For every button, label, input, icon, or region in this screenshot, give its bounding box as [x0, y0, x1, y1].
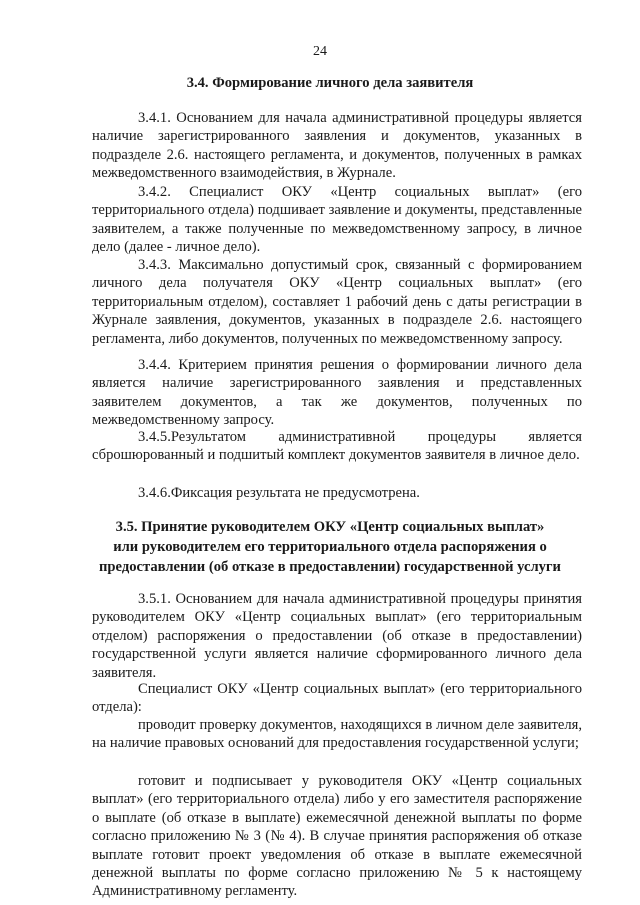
section-3-4-heading: 3.4. Формирование личного дела заявителя [186, 75, 474, 91]
paragraph-3-4-6: 3.4.6.Фиксация результата не предусмотрена. [138, 485, 420, 501]
paragraph-3-4-2: 3.4.2. Специалист ОКУ «Центр социальных выплат» (его территориального отдела) подшивает заявление и документы, представленные заявителем, а также полученные по межведомственному запросу, в личное дело (далее - личное дело). [92, 184, 582, 256]
paragraph-3-5-1: 3.5.1. Основанием для начала административной процедуры принятия руководителем ОКУ «Центр социальных выплат» (его территориальным отделом) распоряжения о предоставлении (об отказе в предоставлении) государственной услуги является наличие сформированного личного дела заявителя. [92, 591, 582, 681]
paragraph-specialist-intro: Специалист ОКУ «Центр социальных выплат» (его территориального отдела): [92, 681, 582, 716]
paragraph-3-4-4: 3.4.4. Критерием принятия решения о формировании личного дела является наличие зарегистрированного заявления и представленных заявителем документов, а так же документов, полученных по межведомственному запросу. [92, 357, 582, 429]
section-3-5-heading-line-1: 3.5. Принятие руководителем ОКУ «Центр социальных выплат» [115, 519, 545, 535]
paragraph-3-4-5: 3.4.5.Результатом административной процедуры является сброшюрованный и подшитый комплект документов заявителя в личное дело. [92, 429, 582, 464]
section-3-5-heading-line-2: или руководителем его территориального отдела распоряжения о [113, 539, 547, 555]
section-3-5-heading-line-3: предоставлении (об отказе в предоставлении) государственной услуги [99, 559, 561, 575]
paragraph-order-preparation: готовит и подписывает у руководителя ОКУ «Центр социальных выплат» (его территориального отдела) либо у его заместителя распоряжение о выплате (об отказе в выплате) ежемесячной денежной выплаты по форме согласно приложению № 3 (№ 4). В случае принятия распоряжения об отказе выплате готовит проект уведомления об отказе в выплате ежемесячной денежной выплаты по форме согласно приложению № 5 к настоящему Административному регламенту. [92, 773, 582, 900]
paragraph-3-4-3: 3.4.3. Максимально допустимый срок, связанный с формированием личного дела получателя ОКУ «Центр социальных выплат» (его территориальным отделом), составляет 1 рабочий день с даты регистрации в Журнале заявления, документов, указанных в подразделе 2.6. настоящего регламента, либо документов, полученных по межведомственному запросу. [92, 257, 582, 347]
paragraph-3-4-1: 3.4.1. Основанием для начала административной процедуры является наличие зарегистрированного заявления и документов, указанных в подразделе 2.6. настоящего регламента, и документов, полученных в рамках межведомственного взаимодействия, в Журнале. [92, 110, 582, 182]
paragraph-document-check: проводит проверку документов, находящихся в личном деле заявителя, на наличие правовых оснований для предоставления государственной услуги; [92, 717, 582, 752]
page-number: 24 [313, 44, 327, 59]
